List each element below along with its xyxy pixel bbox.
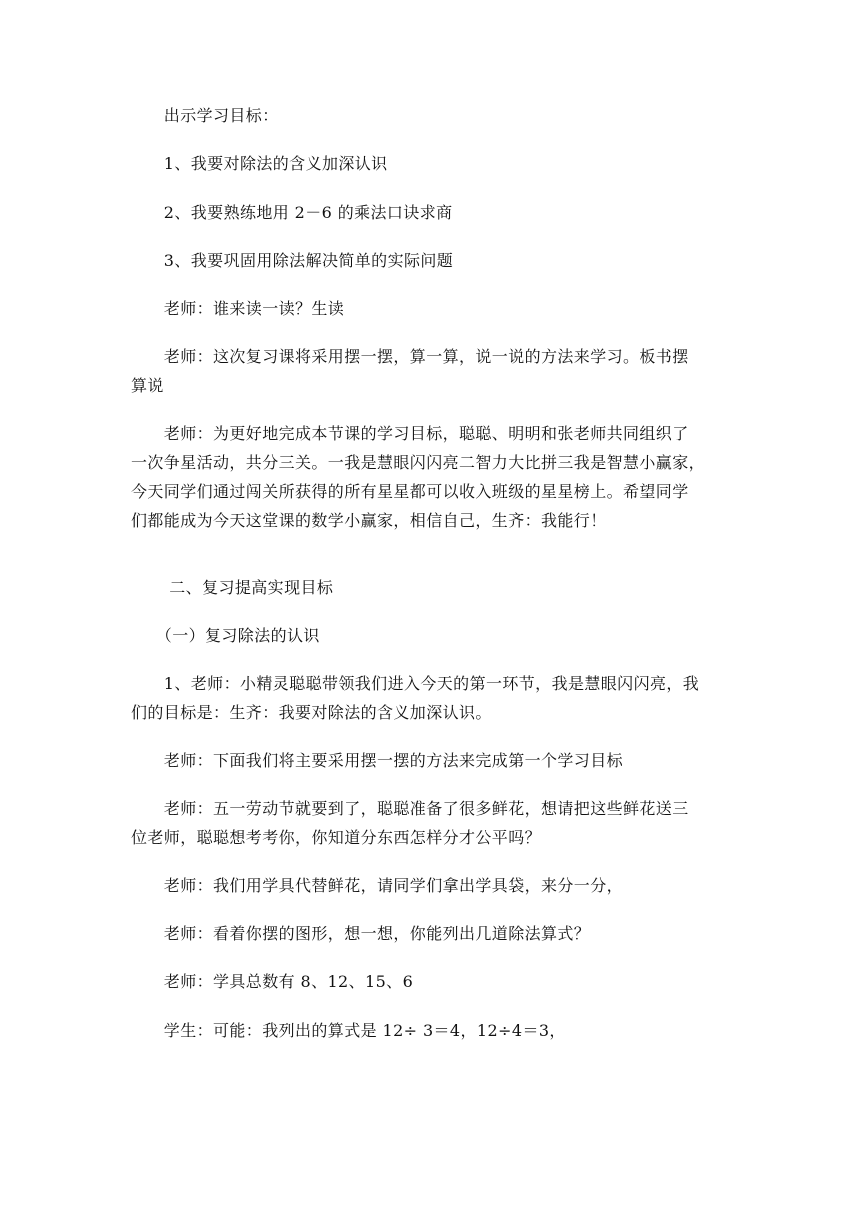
text-line: 老师：谁来读一读？生读 bbox=[131, 299, 345, 318]
paragraph-teacher-arrange bbox=[131, 746, 731, 775]
paragraph-teacher-method bbox=[131, 342, 731, 400]
text-line: 算说 bbox=[131, 376, 164, 395]
text-line: 1、老师：小精灵聪聪带领我们进入今天的第一环节，我是慧眼闪闪亮，我 bbox=[131, 674, 700, 693]
subsection-heading-division bbox=[131, 621, 731, 650]
paragraph-goal-3 bbox=[131, 246, 731, 275]
text-line: 老师：看着你摆的图形，想一想，你能列出几道除法算式？ bbox=[131, 924, 591, 943]
text-line: 今天同学们通过闯关所获得的所有星星都可以收入班级的星星榜上。希望同学 bbox=[131, 482, 689, 501]
text-line: 老师：为更好地完成本节课的学习目标，聪聪、明明和张老师共同组织了 bbox=[131, 424, 689, 443]
text-line: 老师：下面我们将主要采用摆一摆的方法来完成第一个学习目标 bbox=[131, 751, 624, 770]
paragraph-teacher-totals bbox=[131, 967, 731, 996]
text-line: 们的目标是：生齐：我要对除法的含义加深认识。 bbox=[131, 703, 492, 722]
paragraph-teacher-activity bbox=[131, 419, 731, 535]
paragraph-teacher-shapes bbox=[131, 919, 731, 948]
text-line: 二、复习提高实现目标 bbox=[131, 578, 334, 597]
text-line: 老师：我们用学具代替鲜花，请同学们拿出学具袋，来分一分， bbox=[131, 876, 624, 895]
paragraph-first-step bbox=[131, 669, 731, 727]
section-heading-review bbox=[131, 573, 731, 602]
paragraph-goal-2 bbox=[131, 198, 731, 227]
text-line: 们都能成为今天这堂课的数学小赢家，相信自己，生齐：我能行！ bbox=[131, 511, 607, 530]
text-line: 出示学习目标： bbox=[131, 106, 279, 125]
paragraph-show-goals bbox=[131, 101, 731, 130]
text-line: 老师：这次复习课将采用摆一摆，算一算，说一说的方法来学习。板书摆 bbox=[131, 347, 689, 366]
text-line: 学生：可能：我列出的算式是 12÷ 3＝4，12÷4＝3， bbox=[131, 1021, 566, 1040]
paragraph-teacher-flowers bbox=[131, 794, 731, 852]
paragraph-teacher-tools bbox=[131, 871, 731, 900]
text-line: 位老师，聪聪想考考你，你知道分东西怎样分才公平吗？ bbox=[131, 828, 542, 847]
paragraph-teacher-read bbox=[131, 294, 731, 323]
paragraph-student-answer bbox=[131, 1016, 731, 1045]
text-line: 2、我要熟练地用 2－6 的乘法口诀求商 bbox=[131, 203, 453, 222]
text-line: 老师：学具总数有 8、12、15、6 bbox=[131, 972, 414, 991]
text-line: 一次争星活动，共分三关。一我是慧眼闪闪亮二智力大比拼三我是智慧小赢家， bbox=[131, 453, 706, 472]
text-line: （一）复习除法的认识 bbox=[131, 626, 320, 645]
text-line: 3、我要巩固用除法解决简单的实际问题 bbox=[131, 251, 454, 270]
text-line: 老师：五一劳动节就要到了，聪聪准备了很多鲜花，想请把这些鲜花送三 bbox=[131, 799, 689, 818]
paragraph-goal-1 bbox=[131, 149, 731, 178]
text-line: 1、我要对除法的含义加深认识 bbox=[131, 154, 388, 173]
